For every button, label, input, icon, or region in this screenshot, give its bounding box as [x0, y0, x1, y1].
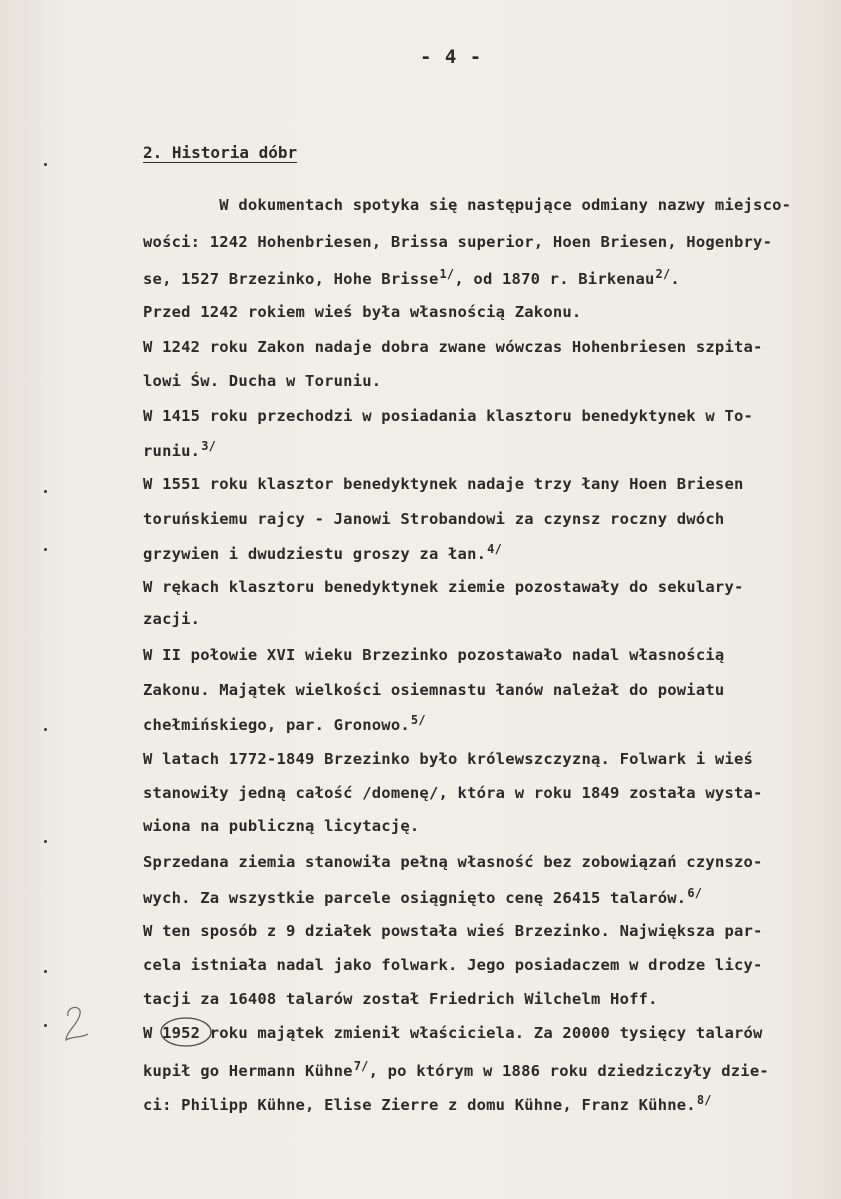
margin-dot: [44, 1024, 47, 1027]
text-line: Przed 1242 rokiem wieś była własnością Zakonu.: [143, 303, 582, 321]
text-line: W ten sposób z 9 działek powstała wieś Brzezinko. Największa par-: [143, 922, 763, 940]
text-line: lowi Św. Ducha w Toruniu.: [143, 372, 382, 390]
margin-dot: [44, 490, 47, 493]
text-line: W dokumentach spotyka się następujące odmiany nazwy miejsco-: [143, 196, 792, 214]
text-line: runiu.$^{3/}$: [143, 439, 217, 460]
text-line: wości: 1242 Hohenbriesen, Brissa superior, Hoen Briesen, Hogenbry-: [143, 233, 773, 251]
text-line: se, 1527 Brzezinko, Hohe Brisse$^{1/}$, od 1870 r. Birkenau$^{2/}$.: [143, 267, 680, 288]
section-title: 2. Historia dóbr: [143, 143, 298, 162]
text-line: W 1952 roku majątek zmienił właściciela. Za 20000 tysięcy talarów: [143, 1024, 763, 1042]
text-line: chełmińskiego, par. Gronowo.$^{5/}$: [143, 713, 426, 734]
text-line: ci: Philipp Kühne, Elise Zierre z domu Kühne, Franz Kühne.$^{8/}$: [143, 1093, 712, 1114]
page-number: - 4 -: [420, 46, 483, 68]
footnote-ref: 7/: [353, 1059, 369, 1073]
text-line: stanowiły jedną całość /domenę/, która w roku 1849 została wysta-: [143, 784, 763, 802]
text-line: wiona na publiczną licytację.: [143, 817, 420, 835]
text-line: toruńskiemu rajcy - Janowi Strobandowi za czynsz roczny dwóch: [143, 510, 725, 528]
footnote-ref: 3/: [201, 439, 217, 453]
footnote-ref: 5/: [410, 713, 426, 727]
text-line: zacji.: [143, 610, 201, 628]
text-line: W latach 1772-1849 Brzezinko było królewszczyzną. Folwark i wieś: [143, 750, 754, 768]
margin-pen-mark: [58, 1000, 98, 1050]
footnote-ref: 4/: [487, 542, 503, 556]
footnote-ref: 2/: [655, 267, 671, 281]
text-line: Sprzedana ziemia stanowiła pełną własność bez zobowiązań czynszo-: [143, 853, 763, 871]
text-line: kupił go Hermann Kühne$^{7/}$, po którym w 1886 roku dziedziczyły dzie-: [143, 1059, 769, 1080]
footnote-ref: 6/: [687, 886, 703, 900]
text-line: wych. Za wszystkie parcele osiągnięto cenę 26415 talarów.$^{6/}$: [143, 886, 703, 907]
text-line: Zakonu. Majątek wielkości osiemnastu łanów należał do powiatu: [143, 681, 725, 699]
margin-dot: [44, 840, 47, 843]
margin-dot: [44, 970, 47, 973]
text-line: W II połowie XVI wieku Brzezinko pozostawało nadal własnością: [143, 646, 725, 664]
text-line: W 1551 roku klasztor benedyktynek nadaje trzy łany Hoen Briesen: [143, 475, 744, 493]
footnote-ref: 8/: [696, 1093, 712, 1107]
margin-dot: [44, 163, 47, 166]
text-line: tacji za 16408 talarów został Friedrich Wilchelm Hoff.: [143, 990, 658, 1008]
footnote-ref: 1/: [439, 267, 455, 281]
text-line: W 1415 roku przechodzi w posiadania klasztoru benedyktynek w To-: [143, 407, 754, 425]
text-line: grzywien i dwudziestu groszy za łan.$^{4/}$: [143, 542, 503, 563]
text-line: W 1242 roku Zakon nadaje dobra zwane wówczas Hohenbriesen szpita-: [143, 338, 763, 356]
margin-dot: [44, 728, 47, 731]
text-line: cela istniała nadal jako folwark. Jego posiadaczem w drodze licy-: [143, 956, 763, 974]
margin-dot: [44, 548, 47, 551]
text-line: W rękach klasztoru benedyktynek ziemie pozostawały do sekulary-: [143, 578, 744, 596]
handwritten-circle-mark: [158, 1014, 214, 1050]
